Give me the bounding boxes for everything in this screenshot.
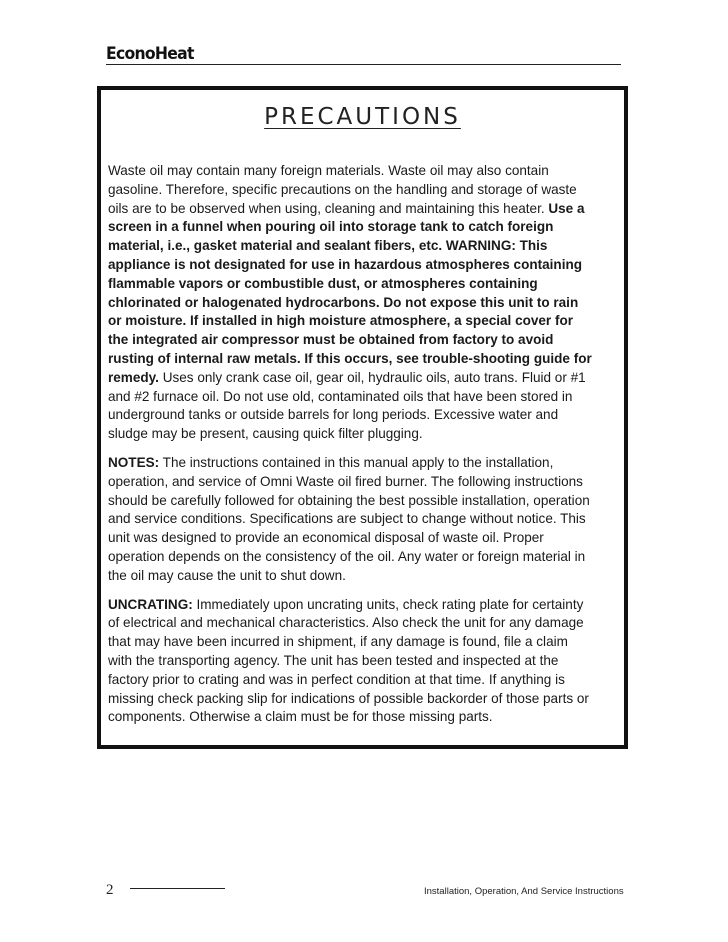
text-line <box>108 708 621 727</box>
body-text: The instructions contained in this manual apply to the installation, <box>159 454 554 470</box>
body-text: underground tanks or outside barrels for long periods. Excessive water and <box>108 407 559 423</box>
text-line <box>108 510 621 529</box>
text-line <box>108 614 621 633</box>
text-line <box>108 652 621 671</box>
body-text: and service conditions. Specifications are subject to change without notice. This <box>108 511 586 527</box>
bold-text: Use a <box>548 200 585 216</box>
text-line <box>108 690 621 709</box>
text-line <box>108 256 621 275</box>
bold-text: material, i.e., gasket material and sealant fibers, etc. WARNING: This <box>108 238 548 254</box>
bold-text: or moisture. If installed in high moisture atmosphere, a special cover for <box>108 313 574 329</box>
text-line <box>108 275 621 294</box>
body-text: Uses only crank case oil, gear oil, hydraulic oils, auto trans. Fluid or #1 <box>158 369 586 385</box>
page-title <box>103 104 622 130</box>
body-text: of electrical and mechanical characteristics. Also check the unit for any damage <box>108 615 584 631</box>
header-divider <box>106 64 621 65</box>
body-text: unit was designed to provide an economical disposal of waste oil. Proper <box>108 530 544 546</box>
footer-doc-title: Installation, Operation, And Service Instructions <box>424 886 624 897</box>
paragraph <box>108 162 623 444</box>
body-text: operation, and service of Omni Waste oil fired burner. The following instructions <box>108 473 583 489</box>
paragraph <box>108 596 623 728</box>
text-line <box>108 596 621 615</box>
body-text: the oil may cause the unit to shut down. <box>108 567 346 583</box>
bold-text: chlorinated or halogenated hydrocarbons. Do not expose this unit to rain <box>108 294 579 310</box>
text-line <box>108 425 621 444</box>
text-line <box>108 492 621 511</box>
text-line <box>108 671 621 690</box>
body-text: should be carefully followed for obtaining the best possible installation, operation <box>108 492 590 508</box>
bold-text: remedy. <box>108 369 159 385</box>
page-title-text: PRECAUTIONS <box>264 104 461 130</box>
text-line <box>108 200 621 219</box>
paragraph <box>108 454 623 586</box>
body-text: Waste oil may contain many foreign materials. Waste oil may also contain <box>108 163 549 178</box>
bold-text: UNCRATING: <box>108 596 193 612</box>
bold-text: rusting of internal raw metals. If this occurs, see trouble-shooting guide for <box>108 350 592 366</box>
text-line <box>108 633 621 652</box>
body-text: operation depends on the consistency of the oil. Any water or foreign material in <box>108 548 586 564</box>
footer-divider <box>130 888 225 889</box>
text-line <box>108 312 621 331</box>
text-line <box>108 567 621 586</box>
bold-text: NOTES: <box>108 454 160 470</box>
page-number: 2 <box>106 882 114 898</box>
bold-text: flammable vapors or combustible dust, or atmospheres containing <box>108 275 538 291</box>
bold-text: the integrated air compressor must be obtained from factory to avoid <box>108 332 554 348</box>
text-line <box>108 548 621 567</box>
text-line <box>108 162 621 181</box>
bold-text: screen in a funnel when pouring oil into storage tank to catch foreign <box>108 219 554 235</box>
precautions-content <box>108 162 623 737</box>
body-text: oils are to be observed when using, cleaning and maintaining this heater. <box>108 200 549 216</box>
body-text: sludge may be present, causing quick filter plugging. <box>108 426 423 442</box>
text-line <box>108 406 621 425</box>
brand-logo: EconoHeat <box>106 44 194 64</box>
text-line <box>108 529 621 548</box>
text-line <box>108 181 621 200</box>
body-text: with the transporting agency. The unit has been tested and inspected at the <box>108 652 559 668</box>
body-text: Immediately upon uncrating units, check rating plate for certainty <box>192 596 584 612</box>
body-text: components. Otherwise a claim must be for those missing parts. <box>108 709 493 725</box>
text-line <box>108 454 621 473</box>
body-text: and #2 furnace oil. Do not use old, contaminated oils that have been stored in <box>108 388 573 404</box>
body-text: factory prior to crating and was in perfect condition at that time. If anything is <box>108 671 565 687</box>
text-line <box>108 473 621 492</box>
text-line <box>108 331 621 350</box>
text-line <box>108 218 621 237</box>
bold-text: appliance is not designated for use in hazardous atmospheres containing <box>108 256 583 272</box>
text-line <box>108 294 621 313</box>
body-text: that may have been incurred in shipment, if any damage is found, file a claim <box>108 634 568 650</box>
text-line <box>108 388 621 407</box>
body-text: gasoline. Therefore, specific precautions on the handling and storage of waste <box>108 181 577 197</box>
text-line <box>108 350 621 369</box>
body-text: missing check packing slip for indications of possible backorder of those parts or <box>108 690 589 706</box>
text-line <box>108 237 621 256</box>
text-line <box>108 369 621 388</box>
